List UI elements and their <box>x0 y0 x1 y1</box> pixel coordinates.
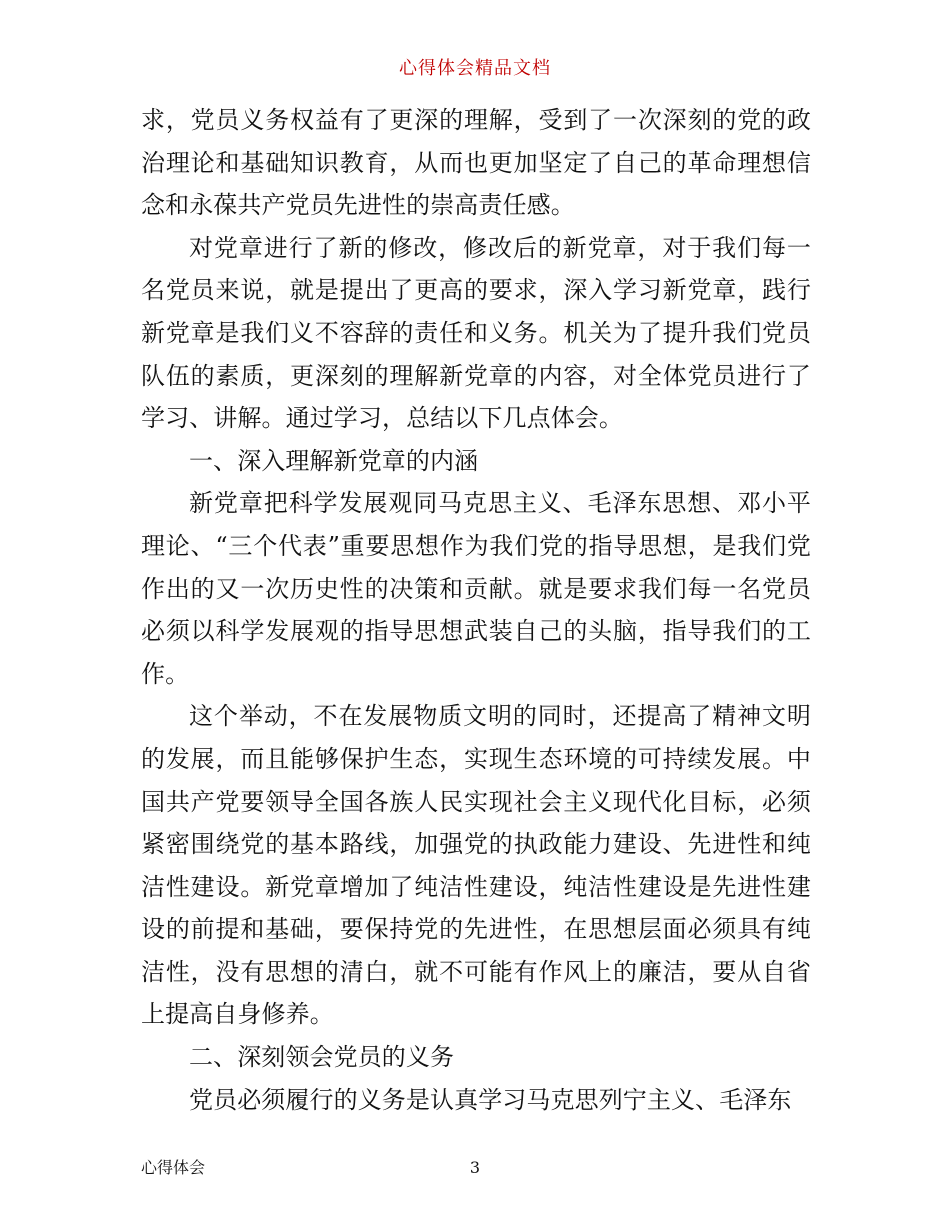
section-heading-2: 二、深刻领会党员的义务 <box>189 1043 455 1072</box>
paragraph-guiding-thought: 新党章把科学发展观同马克思主义、毛泽东思想、邓小平理论、“三个代表”重要思想作为我们党的指导思想，是我们党作出的又一次历史性的决策和贡献。就是要求我们每一名党员必须以科学发展观的指导思想武装自己的头脑，指导我们的工作。 <box>141 489 811 688</box>
paragraph-purity-construction: 这个举动，不在发展物质文明的同时，还提高了精神文明的发展，而且能够保护生态，实现生态环境的可持续发展。中国共产党要领导全国各族人民实现社会主义现代化目标，必须紧密围绕党的基本路线，加强党的执政能力建设、先进性和纯洁性建设。新党章增加了纯洁性建设，纯洁性建设是先进性建设的前提和基础，要保持党的先进性，在思想层面必须具有纯洁性，没有思想的清白，就不可能有作风上的廉洁，要从自省上提高自身修养。 <box>141 702 811 1029</box>
paragraph-party-constitution-revision: 对党章进行了新的修改，修改后的新党章，对于我们每一名党员来说，就是提出了更高的要求，深入学习新党章，践行新党章是我们义不容辞的责任和义务。机关为了提升我们党员队伍的素质，更深刻的理解新党章的内容，对全体党员进行了学习、讲解。通过学习，总结以下几点体会。 <box>141 233 811 433</box>
document-body <box>141 99 811 1121</box>
section-heading-1: 一、深入理解新党章的内涵 <box>189 446 479 475</box>
paragraph-continuation: 求，党员义务权益有了更深的理解，受到了一次深刻的党的政治理论和基础知识教育，从而也更加坚定了自己的革命理想信念和永葆共产党员先进性的崇高责任感。 <box>141 106 811 220</box>
page-header-title: 心得体会精品文档 <box>399 58 551 79</box>
page-number: 3 <box>469 1158 481 1177</box>
footer-label: 心得体会 <box>141 1158 206 1177</box>
paragraph-member-duties: 党员必须履行的义务是认真学习马克思列宁主义、毛泽东 <box>189 1085 792 1114</box>
